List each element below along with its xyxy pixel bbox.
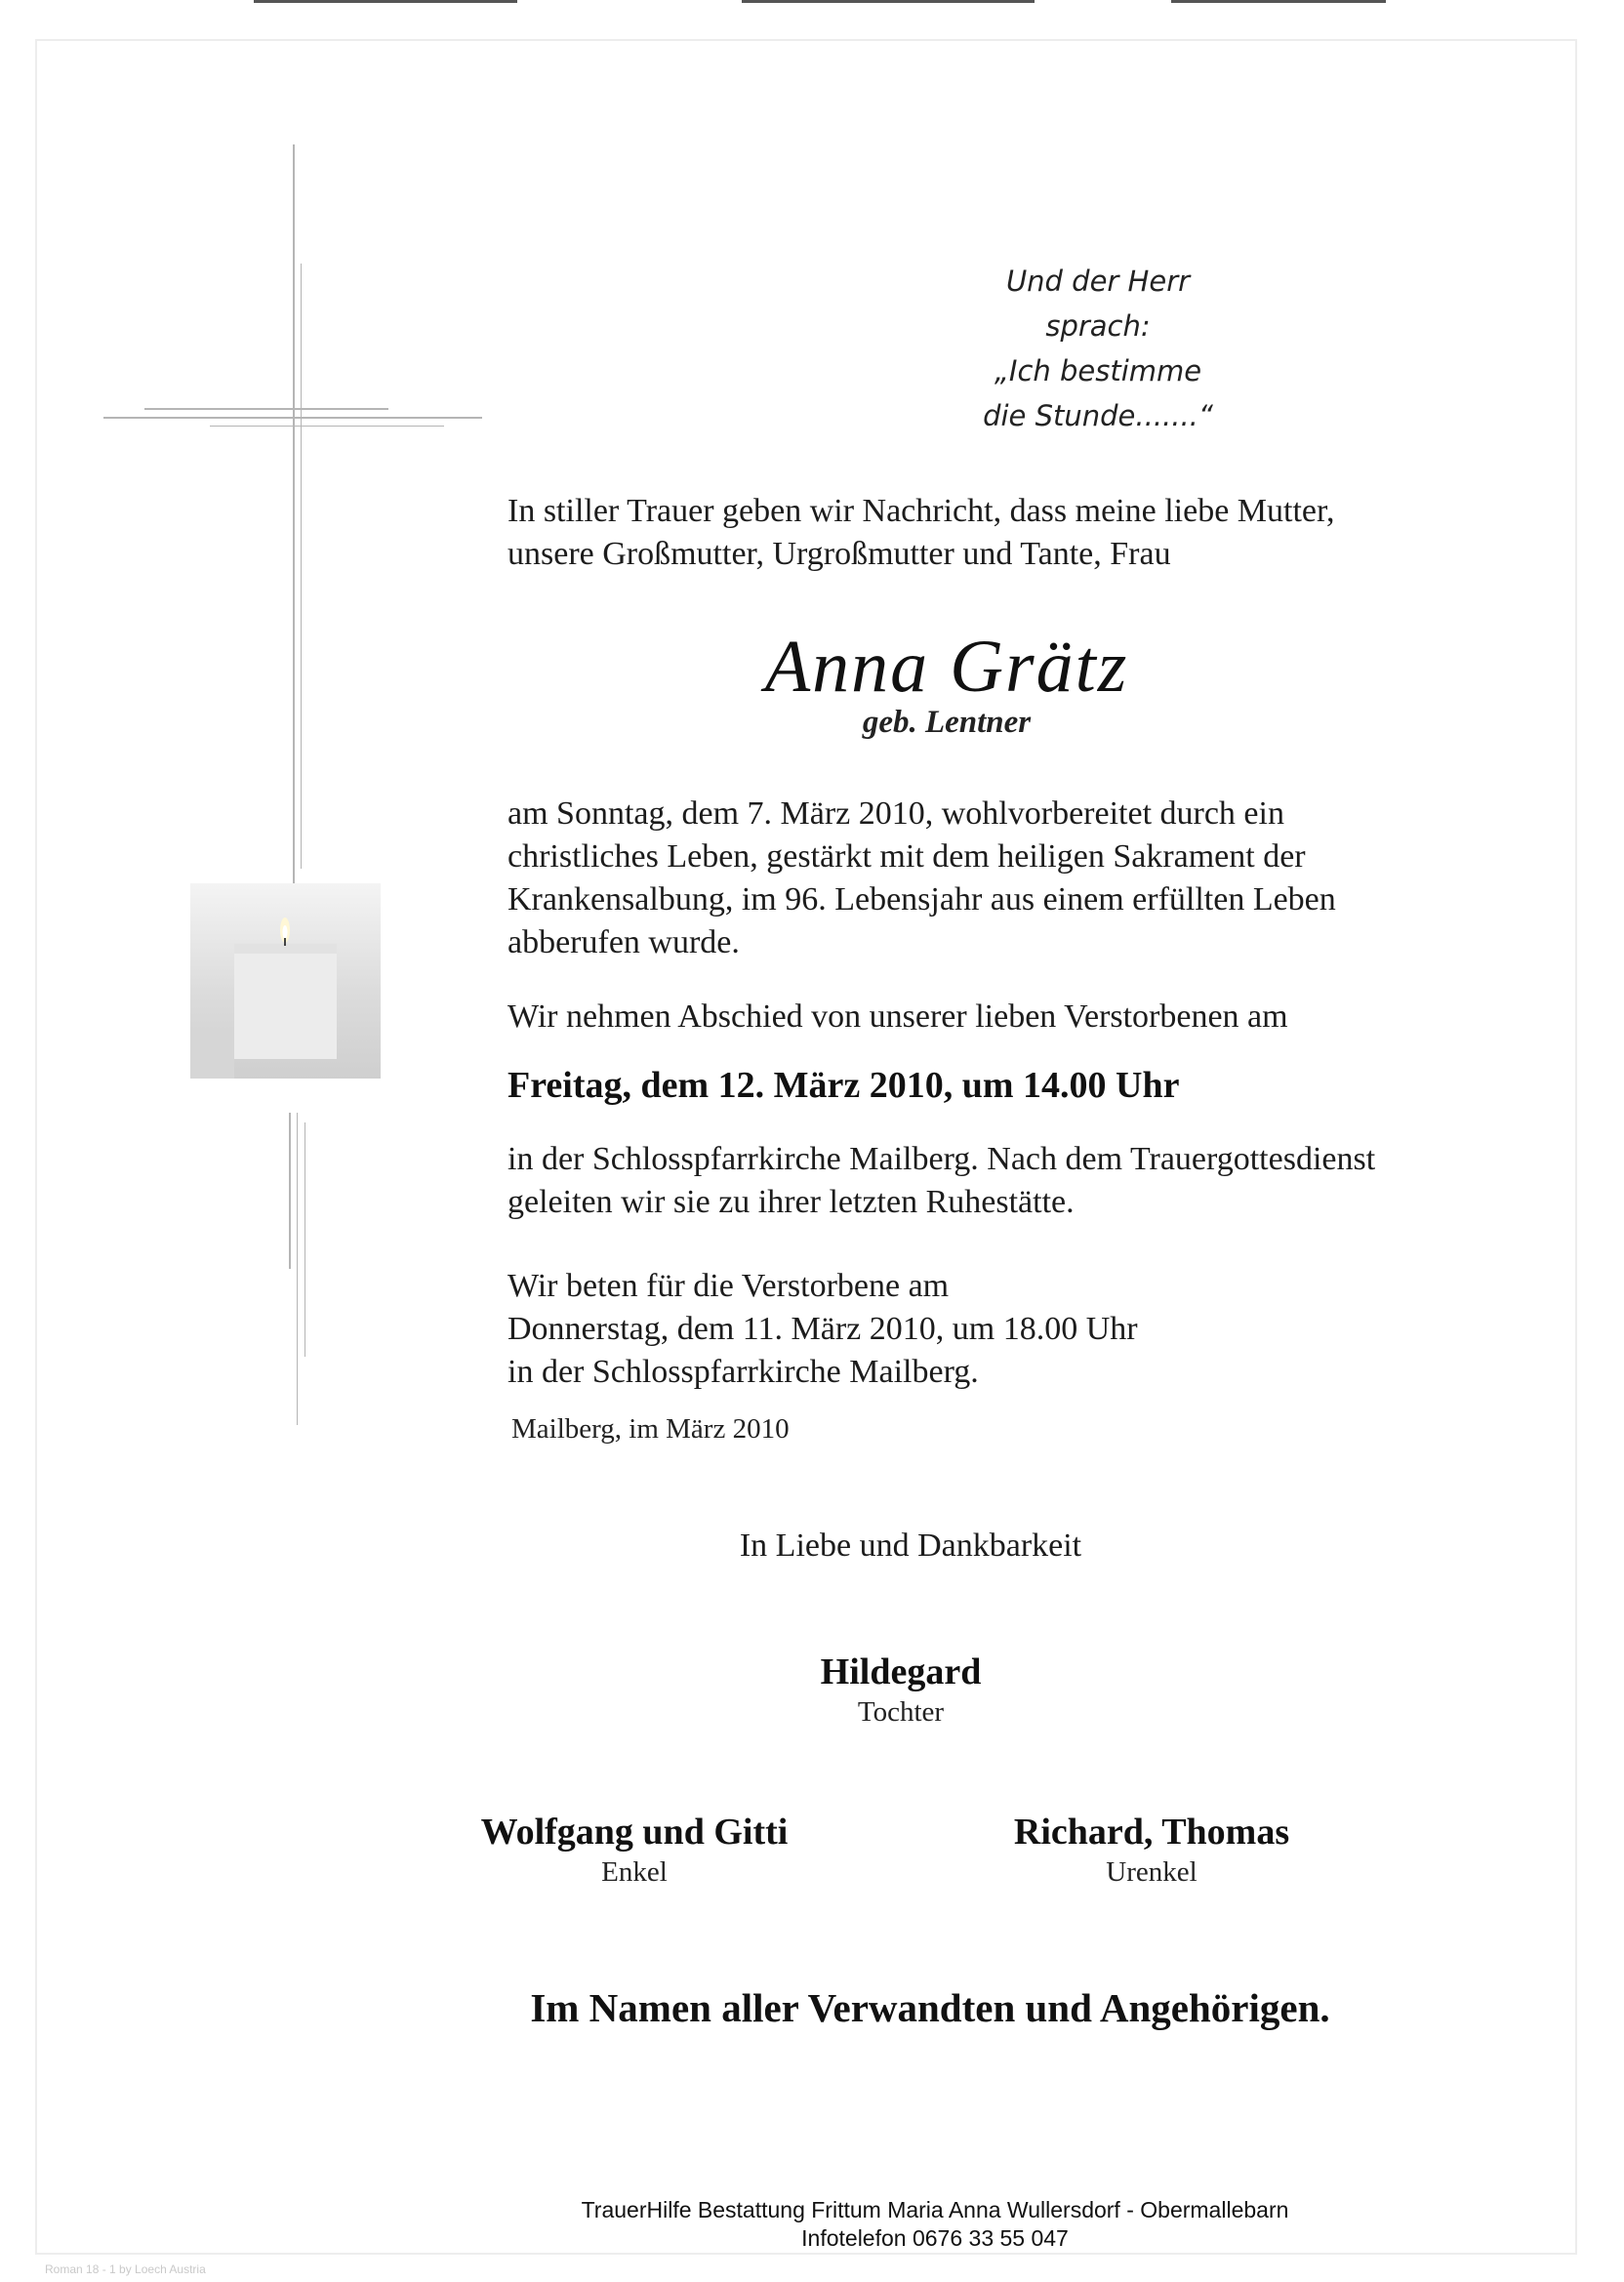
- footer-line-2: Infotelefon 0676 33 55 047: [801, 2225, 1069, 2251]
- place-and-date: Mailberg, im März 2010: [511, 1413, 790, 1445]
- candle-image: [190, 883, 381, 1079]
- prayer-line-2: Donnerstag, dem 11. März 2010, um 18.00 Uhr: [508, 1311, 1138, 1347]
- scan-edge-mark: [254, 0, 517, 3]
- funeral-home-footer: [0, 2196, 1624, 2253]
- funeral-date: Freitag, dem 12. März 2010, um 14.00 Uhr: [508, 1065, 1180, 1106]
- footer-line-1: TrauerHilfe Bestattung Frittum Maria Anna Wullersdorf - Obermallebarn: [581, 2197, 1289, 2222]
- scan-edge-mark: [742, 0, 1035, 3]
- mourner-daughter: [715, 1650, 1086, 1730]
- prayer-notice: [508, 1265, 1138, 1394]
- maiden-name: geb. Lentner: [862, 705, 1032, 740]
- death-line-1: am Sonntag, dem 7. März 2010, wohlvorbereitet durch ein: [508, 795, 1284, 832]
- mourner-name: Hildegard: [820, 1651, 982, 1692]
- death-line-2: christliches Leben, gestärkt mit dem heiligen Sakrament der: [508, 838, 1306, 875]
- prayer-line-3: in der Schlosspfarrkirche Mailberg.: [508, 1354, 979, 1390]
- mourner-relation: Tochter: [857, 1696, 945, 1728]
- mourner-grandchildren: [429, 1810, 839, 1890]
- death-line-4: abberufen wurde.: [508, 924, 740, 960]
- intro-line-2: unsere Großmutter, Urgroßmutter und Tante, Frau: [508, 536, 1171, 572]
- farewell-intro: Wir nehmen Abschied von unserer lieben Verstorbenen am: [508, 998, 1288, 1035]
- mourner-great-grandchildren: [947, 1810, 1357, 1890]
- closing-line: Im Namen aller Verwandten und Angehörigen.: [530, 1985, 1330, 2030]
- thanks-line: In Liebe und Dankbarkeit: [739, 1528, 1082, 1564]
- printer-imprint: Roman 18 - 1 by Loech Austria: [45, 2262, 206, 2276]
- intro-text: [508, 490, 1334, 576]
- funeral-details: [508, 1138, 1375, 1224]
- bible-quote: [976, 259, 1220, 438]
- mourner-name: Richard, Thomas: [1013, 1812, 1290, 1853]
- quote-line-1: Und der Herr sprach:: [1005, 265, 1191, 343]
- death-notice: [508, 793, 1336, 964]
- funeral-line-2: geleiten wir sie zu ihrer letzten Ruhestätte.: [508, 1184, 1075, 1220]
- deceased-name: Anna Grätz: [764, 626, 1129, 708]
- funeral-line-1: in der Schlosspfarrkirche Mailberg. Nach dem Trauergottesdienst: [508, 1141, 1376, 1177]
- mourner-relation: Urenkel: [1106, 1856, 1198, 1888]
- death-line-3: Krankensalbung, im 96. Lebensjahr aus einem erfüllten Leben: [508, 881, 1336, 917]
- scan-edge-mark: [1171, 0, 1386, 3]
- mourner-name: Wolfgang und Gitti: [480, 1812, 789, 1853]
- intro-line-1: In stiller Trauer geben wir Nachricht, dass meine liebe Mutter,: [508, 493, 1335, 529]
- mourner-relation: Enkel: [601, 1856, 668, 1888]
- quote-line-2: „Ich bestimme die Stunde.......“: [983, 354, 1213, 432]
- prayer-line-1: Wir beten für die Verstorbene am: [508, 1268, 950, 1304]
